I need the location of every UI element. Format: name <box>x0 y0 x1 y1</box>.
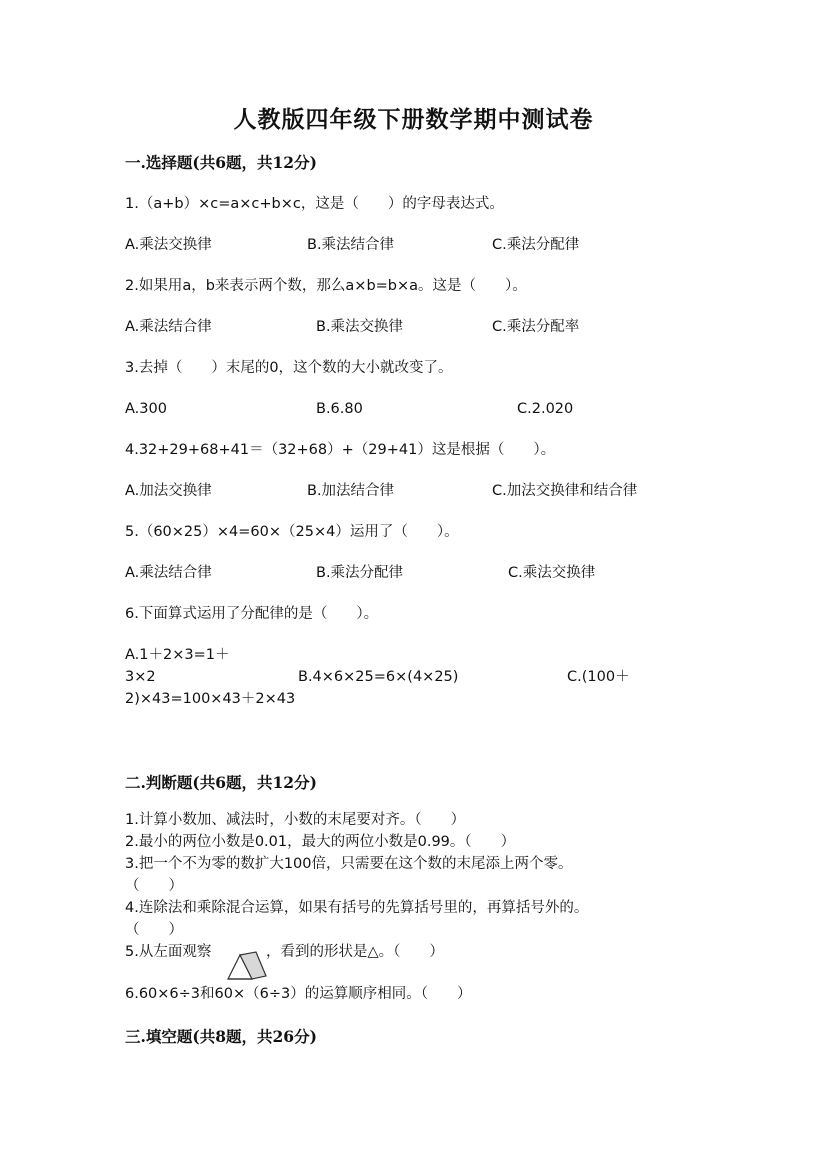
judge-item-2: 2.最小的两位小数是0.01，最大的两位小数是0.99。（ ） <box>125 834 516 850</box>
question-5-option-c: C.乘法交换律 <box>508 565 596 581</box>
question-4-option-b: B.加法结合律 <box>307 483 395 499</box>
judge-item-3-blank: （ ） <box>125 878 183 894</box>
page-title: 人教版四年级下册数学期中测试卷 <box>233 106 594 133</box>
section-heading-choice: 一.选择题(共6题，共12分) <box>125 153 317 172</box>
judge-item-3: 3.把一个不为零的数扩大100倍，只需要在这个数的末尾添上两个零。 <box>125 856 573 872</box>
question-4-stem: 4.32+29+68+41＝（32+68）+（29+41）这是根据（ ）。 <box>125 442 556 458</box>
question-2-stem: 2.如果用a，b来表示两个数，那么a×b=b×a。这是（ ）。 <box>125 278 527 294</box>
question-3-stem: 3.去掉（ ）末尾的0，这个数的大小就改变了。 <box>125 360 453 376</box>
section-heading-fill: 三.填空题(共8题，共26分) <box>125 1027 317 1046</box>
question-6-option-c: C.(100＋ <box>567 669 630 685</box>
question-6-option-c-cont: 2)×43=100×43＋2×43 <box>125 691 296 707</box>
judge-item-6: 6.60×6÷3和60×（6÷3）的运算顺序相同。（ ） <box>125 986 472 1002</box>
question-4-option-a: A.加法交换律 <box>125 483 212 499</box>
judge-item-5-part1: 5.从左面观察 <box>125 944 212 960</box>
question-1-option-a: A.乘法交换律 <box>125 237 212 253</box>
triangular-prism-figure <box>226 949 268 981</box>
judge-item-5-part2: ，看到的形状是△。（ ） <box>266 944 444 960</box>
question-3-option-c: C.2.020 <box>517 401 574 417</box>
question-1-stem: 1.（a+b）×c=a×c+b×c，这是（ ）的字母表达式。 <box>125 196 504 212</box>
question-1-option-b: B.乘法结合律 <box>307 237 395 253</box>
question-2-option-a: A.乘法结合律 <box>125 319 212 335</box>
question-2-option-b: B.乘法交换律 <box>316 319 404 335</box>
judge-item-4-blank: （ ） <box>125 922 183 938</box>
question-6-option-a-cont: 3×2 <box>125 669 156 685</box>
question-6-option-b: B.4×6×25=6×(4×25) <box>298 669 459 685</box>
question-1-option-c: C.乘法分配律 <box>492 237 580 253</box>
question-2-option-c: C.乘法分配率 <box>492 319 580 335</box>
question-5-option-b: B.乘法分配律 <box>316 565 404 581</box>
question-5-option-a: A.乘法结合律 <box>125 565 212 581</box>
section-heading-judge: 二.判断题(共6题，共12分) <box>125 773 317 792</box>
question-4-option-c: C.加法交换律和结合律 <box>492 483 638 499</box>
question-3-option-b: B.6.80 <box>316 401 363 417</box>
judge-item-1: 1.计算小数加、减法时，小数的末尾要对齐。（ ） <box>125 812 466 828</box>
judge-item-4: 4.连除法和乘除混合运算，如果有括号的先算括号里的，再算括号外的。 <box>125 900 589 916</box>
question-3-option-a: A.300 <box>125 401 167 417</box>
question-6-option-a: A.1＋2×3=1＋ <box>125 647 230 663</box>
question-5-stem: 5.（60×25）×4=60×（25×4）运用了（ ）。 <box>125 524 459 540</box>
question-6-stem: 6.下面算式运用了分配律的是（ ）。 <box>125 606 379 622</box>
